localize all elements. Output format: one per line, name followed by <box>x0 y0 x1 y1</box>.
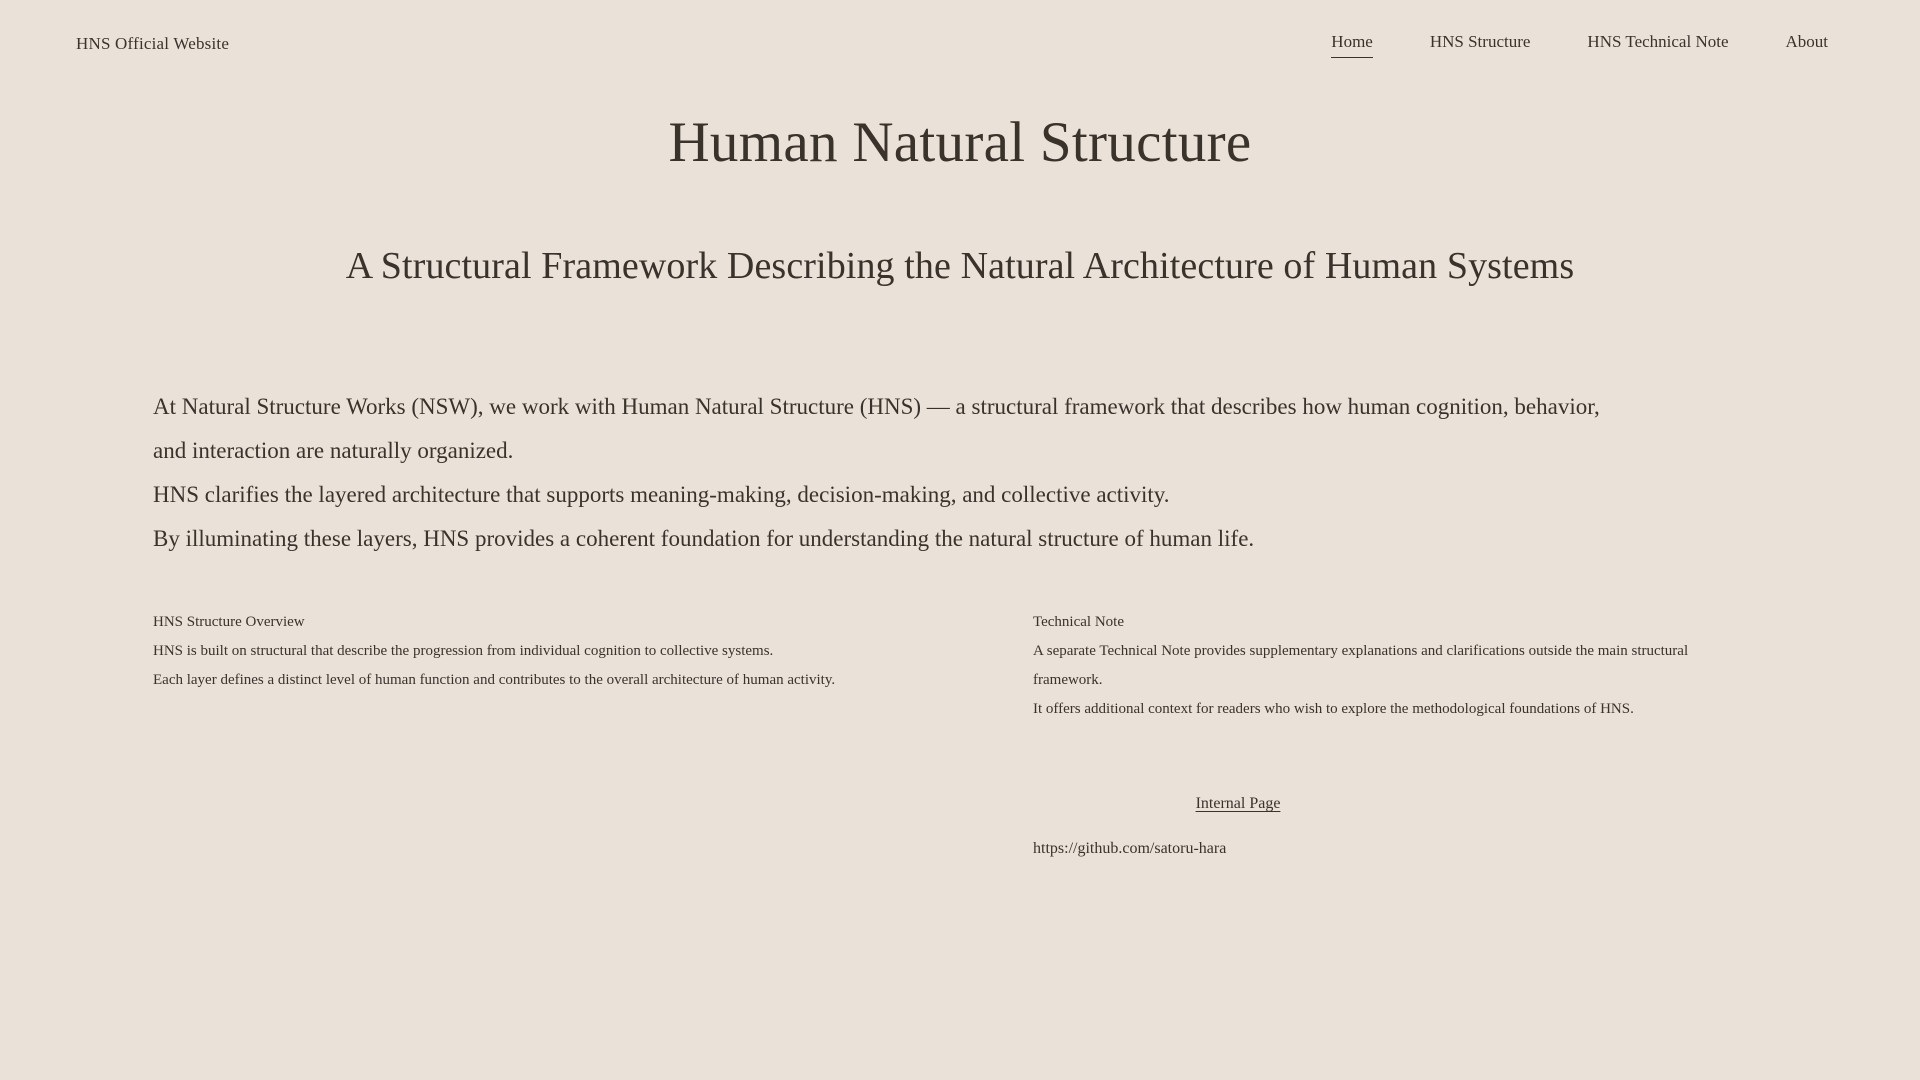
nav-item-hns-technical-note[interactable]: HNS Technical Note <box>1587 31 1729 51</box>
nav-item-hns-structure[interactable]: HNS Structure <box>1429 31 1531 51</box>
main-navigation <box>1331 32 1828 57</box>
external-url-text[interactable]: https://github.com/satoru-hara <box>1033 840 1227 857</box>
section-line: It offers additional context for readers who wish to explore the methodological foundations of HNS. <box>1033 701 1634 717</box>
section-heading: Technical Note <box>1033 614 1124 630</box>
internal-page-link[interactable]: Internal Page <box>1195 795 1281 812</box>
intro-line: At Natural Structure Works (NSW), we work with Human Natural Structure (HNS) — a structural framework that describes how human cognition, behavior, <box>153 394 1600 419</box>
section-hns-structure-overview <box>153 608 1033 724</box>
internal-link-block <box>1033 795 1773 858</box>
nav-item-about[interactable]: About <box>1785 31 1828 51</box>
section-line: A separate Technical Note provides supplementary explanations and clarifications outside the main structural <box>1033 643 1689 659</box>
section-line: framework. <box>1033 672 1103 688</box>
section-heading: HNS Structure Overview <box>153 614 305 630</box>
internal-link-row <box>1033 795 1773 813</box>
section-columns <box>153 608 1773 724</box>
site-brand: HNS Official Website <box>76 34 230 53</box>
section-line: HNS is built on structural that describe the progression from individual cognition to collective systems. <box>153 643 774 659</box>
nav-item-home[interactable]: Home <box>1331 32 1373 57</box>
intro-block <box>153 385 1773 561</box>
intro-line: and interaction are naturally organized. <box>153 438 514 463</box>
section-technical-note <box>1033 608 1773 724</box>
intro-line: HNS clarifies the layered architecture that supports meaning-making, decision-making, and collective activity. <box>153 482 1170 507</box>
page-title: Human Natural Structure <box>668 111 1252 174</box>
site-header <box>0 0 1920 88</box>
section-line: Each layer defines a distinct level of human function and contributes to the overall architecture of human activity. <box>153 672 836 688</box>
intro-line: By illuminating these layers, HNS provides a coherent foundation for understanding the natural structure of human life. <box>153 526 1255 551</box>
page-subtitle: A Structural Framework Describing the Natural Architecture of Human Systems <box>345 245 1575 287</box>
